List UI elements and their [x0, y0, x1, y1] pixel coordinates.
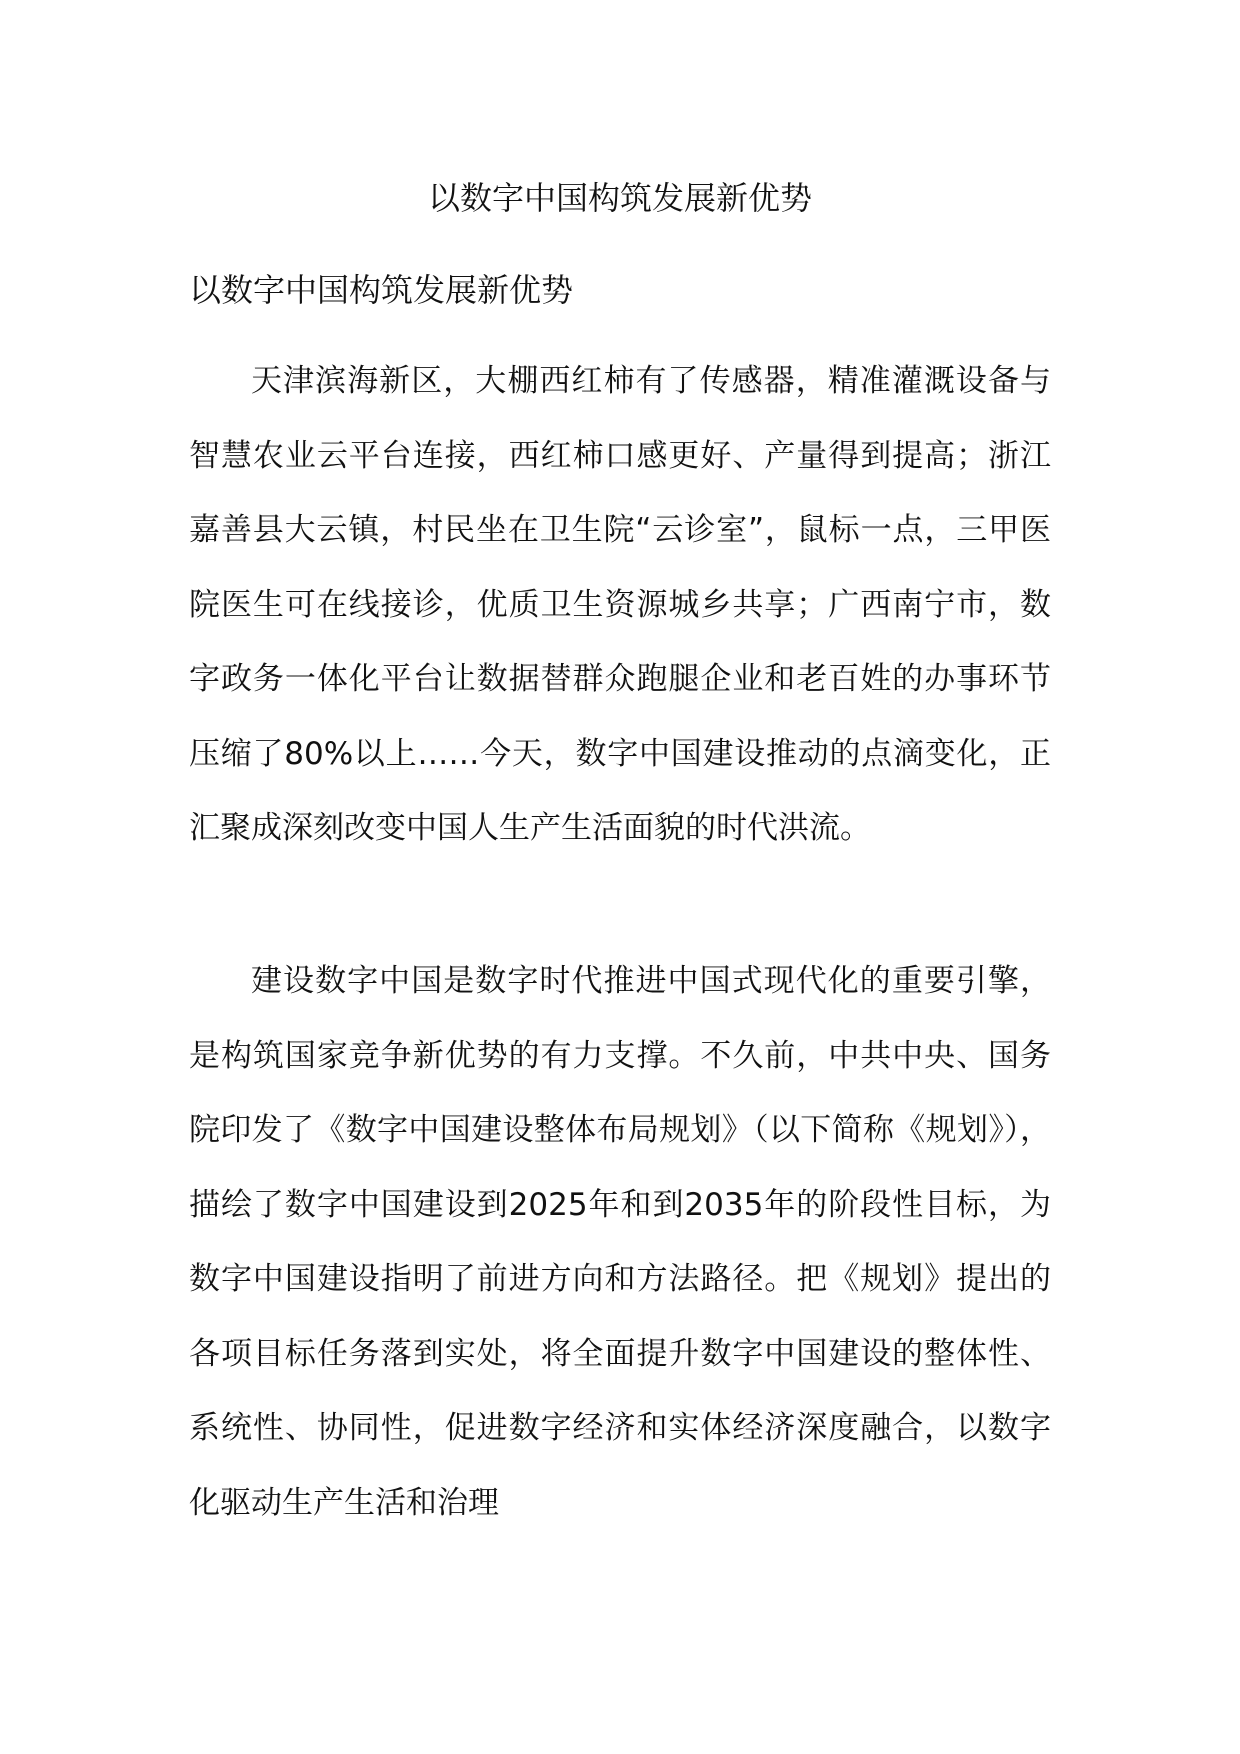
document-title: 以数字中国构筑发展新优势: [427, 179, 812, 217]
body-paragraph: 建设数字中国是数字时代推进中国式现代化的重要引擎，是构筑国家竞争新优势的有力支撑。不久前，中共中央、国务院印发了《数字中国建设整体布局规划》（以下简称《规划》），描绘了数字中国建设到2025年和到2035年的阶段性目标，为数字中国建设指明了前进方向和方法路径。把《规划》提出的各项目标任务落到实处，将全面提升数字中国建设的整体性、系统性、协同性，促进数字经济和实体经济深度融合，以数字化驱动生产生活和治理: [189, 963, 1051, 1521]
body-paragraph: 天津滨海新区，大棚西红柿有了传感器，精准灌溉设备与智慧农业云平台连接，西红柿口感更好、产量得到提高；浙江嘉善县大云镇，村民坐在卫生院“云诊室”，鼠标一点，三甲医院医生可在线接诊，优质卫生资源城乡共享；广西南宁市，数字政务一体化平台让数据替群众跑腿企业和老百姓的办事环节压缩了80%以上……今天，数字中国建设推动的点滴变化，正汇聚成深刻改变中国人生产生活面貌的时代洪流。: [189, 363, 1051, 846]
document-subtitle: 以数字中国构筑发展新优势: [189, 271, 574, 309]
